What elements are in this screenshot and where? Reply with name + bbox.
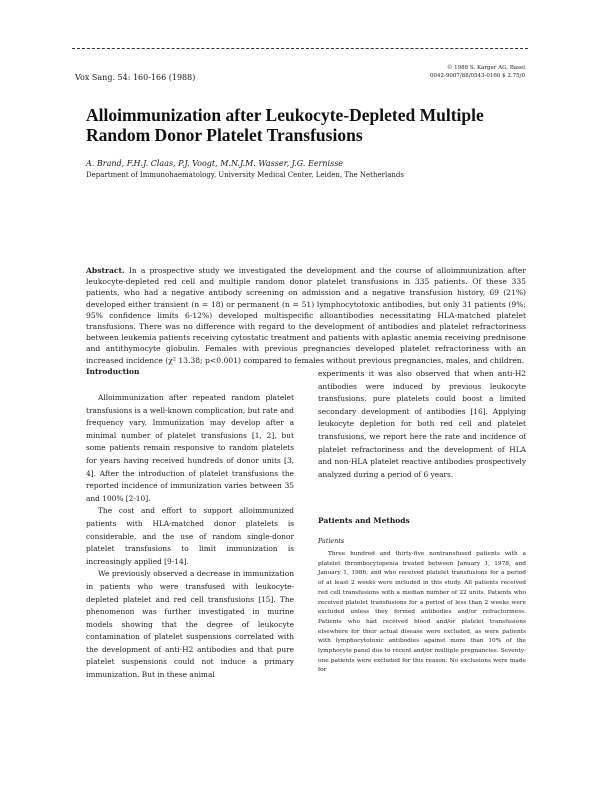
abstract-text: In a prospective study we investigated the development and the course of alloimmunization after leukocyte-depleted red cell and multiple random donor platelet transfusions in 335 patients. Of these 335 patients, who had a negative antibody screening on admission and a negative transfusion history, 69 (21%) developed either transient (n = 18) or permanent (n = 51) lymphocytotoxic antibodies, but only 31 patients (9%; 95% confidence limits 6-12%) developed multispecific alloantibodies necessitating HLA-matched platelet transfusions. There was no difference with regard to the development of antibodies and platelet refractoriness between leukemia patients receiving cytostatic treatment and patients with aplastic anemia receiving prednisone and antithymocyte globulin. Females with previous pregnancies developed platelet refractoriness with an increased incidence (χ² 13.38; p<0.001) compared to females without previous pregnancies, males, and children. [86,266,526,365]
section-heading-methods: Patients and Methods [318,516,410,525]
right-column [318,368,526,481]
section-heading-introduction: Introduction [86,367,140,376]
journal-citation: Vox Sang. 54: 160-166 (1988) [75,73,196,82]
subsection-heading-patients: Patients [318,537,345,545]
affiliation: Department of Immunohaematology, University Medical Center, Leiden, The Netherlands [86,171,404,179]
header-rule [72,48,528,49]
methods-paragraph: Three hundred and thirty-five nontransfused patients with a platelet thrombocytopenia treated between January 1, 1978, and January 1, 1986, and who received platelet transfusions for a period of at least 2 weeks were included in this study. All patients received red cell transfusions with a median number of 22 units. Patients who received platelet transfusions for a period of less than 2 weeks were excluded unless they formed antibodies and/or refractoriness. Patients who had received blood and/or platelet transfusions elsewhere for their actual disease were excluded, as were patients with lymphocytotoxic antibodies against more than 10% of the lymphocyte panel due to recent and/or multiple pregnancies. Seventy-one patients were excluded for this reason. No exclusions were made for [318,551,526,674]
author-list: A. Brand, F.H.J. Claas, P.J. Voogt, M.N.J.M. Wasser, J.G. Eernisse [86,159,344,168]
article-title: Alloimmunization after Leukocyte-Depleted Multiple Random Donor Platelet Transfusions [86,105,484,145]
copyright-notice [430,64,525,80]
left-column [86,392,294,682]
copyright-line: 0042-9007/88/0543-0160 $ 2.75/0 [429,73,525,79]
copyright-line: © 1988 S. Karger AG, Basel [446,65,525,71]
body-paragraph: Alloimmunization after repeated random platelet transfusions is a well-known complication, but rate and frequency vary. Immunization may develop after a minimal number of platelet transfusions [1, 2], but some patients remain responsive to random platelets for years having received hundreds of donor units [3, 4]. After the introduction of platelet transfusions the reported incidence of immunization varies between 35 and 100% [2-10]. [86,393,294,503]
abstract-label: Abstract. [86,266,125,275]
body-paragraph: We previously observed a decrease in immunization in patients who were transfused with leukocyte-depleted platelet and red cell transfusions [15]. The phenomenon was further investigated in murine models showing that the degree of leukocyte contamination of platelet suspensions correlated with the development of anti-H2 antibodies and that pure platelet suspensions could not induce a primary immunization. But in these animal [86,569,294,680]
body-paragraph: experiments it was also observed that when anti-H2 antibodies were induced by previous leukocyte transfusions, pure platelets could boost a limited secondary development of antibodies [16]. Applying leukocyte depletion for both red cell and platelet transfusions, we report here the rate and incidence of platelet refractoriness and the development of HLA and non-HLA platelet reactive antibodies prospectively analyzed during a period of 6 years. [318,369,526,479]
abstract [86,265,526,366]
body-paragraph: The cost and effort to support alloimmunized patients with HLA-matched donor platelets is considerable, and the use of random single-donor platelet transfusions to limit immunization is increasingly applied [9-14]. [86,506,294,566]
